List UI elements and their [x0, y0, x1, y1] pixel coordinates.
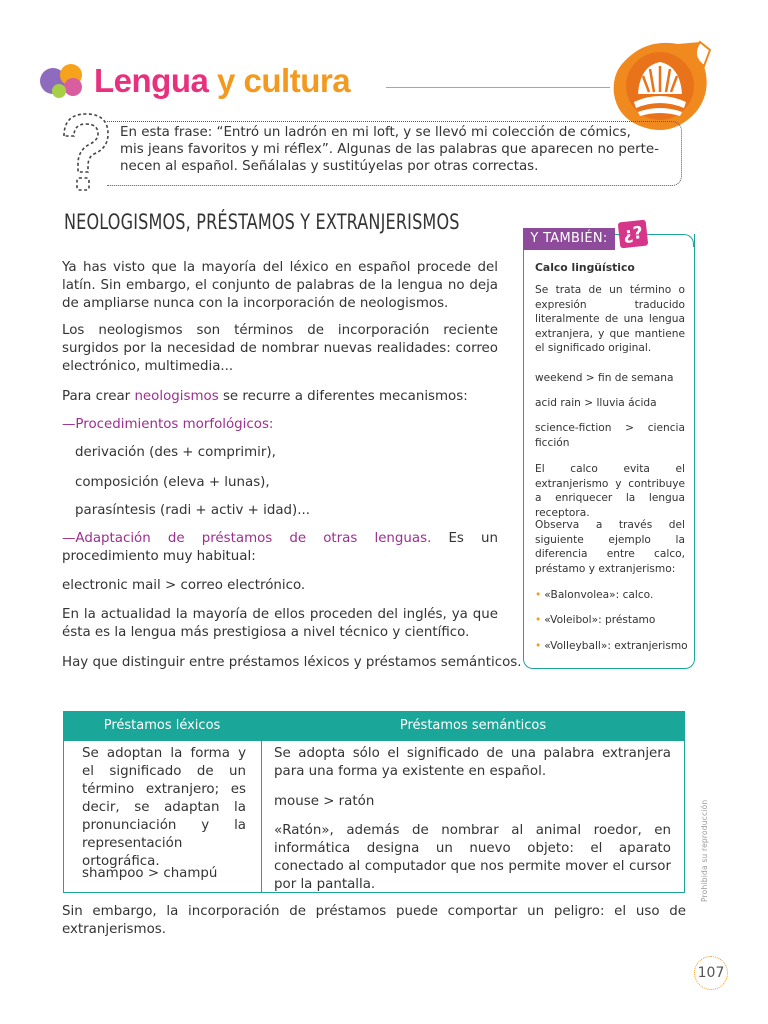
- bullet-icon: •: [535, 640, 542, 652]
- semantic-cell-text: Se adopta sólo el significado de una palabra extranjera para una forma ya existente en español.: [274, 746, 671, 779]
- adaptation-title: —Adaptación de préstamos de otras lenguas.: [62, 531, 432, 546]
- closing-paragraph: Sin embargo, la incorporación de préstamos puede comportar un peligro: el uso de extranjerismos.: [62, 904, 686, 937]
- title-word-lengua: Lengua: [94, 62, 209, 99]
- sidebar-note: El calco evita el extranjerismo y contribuye a enriquecer la lengua receptora.: [535, 463, 685, 519]
- table-divider: [261, 741, 262, 893]
- question-line: mis jeans favoritos y mi réflex”. Algunas de las palabras que aparecen no perte-: [120, 142, 659, 157]
- semantic-cell-explanation: «Ratón», además de nombrar al animal roedor, en informática designa un nuevo objeto: el aparato conectado al computador que nos permite mover el cursor por la pantalla.: [274, 823, 671, 892]
- title-rule: [386, 87, 610, 88]
- morphological-title: —Procedimientos morfológicos:: [62, 417, 274, 432]
- lexical-cell-example: shampoo > champú: [82, 866, 218, 881]
- sidebar-note: Observa a través del siguiente ejemplo la diferencia entre calco, préstamo y extranjerismo:: [535, 519, 685, 575]
- mechanisms-text: se recurre a diferentes mecanismos:: [218, 389, 468, 404]
- semantic-cell-example: mouse > ratón: [274, 794, 375, 809]
- list-item: derivación (des + comprimir),: [75, 445, 276, 460]
- list-item: composición (eleva + lunas),: [75, 475, 270, 490]
- list-item: parasíntesis (radi + activ + idad)...: [75, 503, 311, 518]
- sidebar-tab-label: Y TAMBIÉN:: [523, 228, 615, 250]
- page-number: 107: [694, 956, 728, 990]
- title-word-cultura: y cultura: [217, 62, 351, 99]
- table-header-semantic: Préstamos semánticos: [399, 718, 547, 733]
- intro-paragraph: Ya has visto que la mayoría del léxico en español procede del latín. Sin embargo, el conjunto de palabras de la lengua no deja de ampliarse nunca con la incorporación de neologismos.: [62, 260, 498, 311]
- neologisms-term: neologismos: [134, 389, 219, 404]
- adaptation-paragraph: [62, 530, 498, 566]
- section-heading: NEOLOGISMOS, PRÉSTAMOS Y EXTRANJERISMOS: [64, 210, 460, 234]
- distinction-paragraph: Hay que distinguir entre préstamos léxicos y préstamos semánticos.: [62, 655, 522, 670]
- bullet-icon: •: [535, 614, 542, 626]
- adaptation-text: Es un procedimiento muy habitual:: [62, 531, 498, 564]
- sidebar-bullet: [535, 613, 685, 628]
- sidebar-bullet-text: «Volleyball»: extranjerismo: [544, 640, 688, 652]
- example-text: electronic mail > correo electrónico.: [62, 578, 306, 593]
- sidebar-question-badge: ¿?: [618, 220, 649, 249]
- table-header-lexical: Préstamos léxicos: [103, 718, 221, 733]
- sidebar-bullet-text: «Voleibol»: préstamo: [544, 614, 656, 626]
- question-line: En esta frase: “Entró un ladrón en mi loft, y se llevó mi colección de cómics,: [120, 125, 631, 140]
- sidebar-bullet: [535, 639, 688, 654]
- sidebar-example: weekend > fin de semana: [535, 372, 674, 384]
- header-bubbles-icon: [40, 64, 96, 104]
- lexical-cell-text: Se adoptan la forma y el significado de un término extranjero; es decir, se adaptan la pronunciación y la representación ortográfica.: [82, 746, 246, 869]
- english-paragraph: En la actualidad la mayoría de ellos proceden del inglés, ya que ésta es la lengua más prestigiosa a nivel técnico y científico.: [62, 607, 498, 640]
- question-line: necen al español. Señálalas y sustitúyelas por otras correctas.: [120, 159, 539, 174]
- sidebar-bullet-text: «Balonvolea»: calco.: [544, 589, 654, 601]
- sidebar-definition: Se trata de un término o expresión traducido literalmente de una lengua extranjera, y que mantiene el significado original.: [535, 284, 685, 355]
- sidebar-heading: Calco lingüístico: [535, 261, 635, 274]
- mechanisms-text: Para crear: [62, 389, 135, 404]
- question-text: [120, 124, 668, 175]
- bullet-icon: •: [535, 589, 542, 601]
- sidebar-example: science-fiction > ciencia ficción: [535, 422, 685, 449]
- neologisms-paragraph: Los neologismos son términos de incorporación reciente surgidos por la necesidad de nombrar nuevas realidades: correo electrónico, multimedia...: [62, 323, 498, 374]
- page-title: [94, 62, 350, 100]
- sidebar-example: acid rain > lluvia ácida: [535, 397, 657, 409]
- sidebar-bullet: [535, 588, 685, 603]
- copyright-note: Prohibida su reproducción: [700, 799, 709, 902]
- mechanisms-paragraph: [62, 388, 498, 406]
